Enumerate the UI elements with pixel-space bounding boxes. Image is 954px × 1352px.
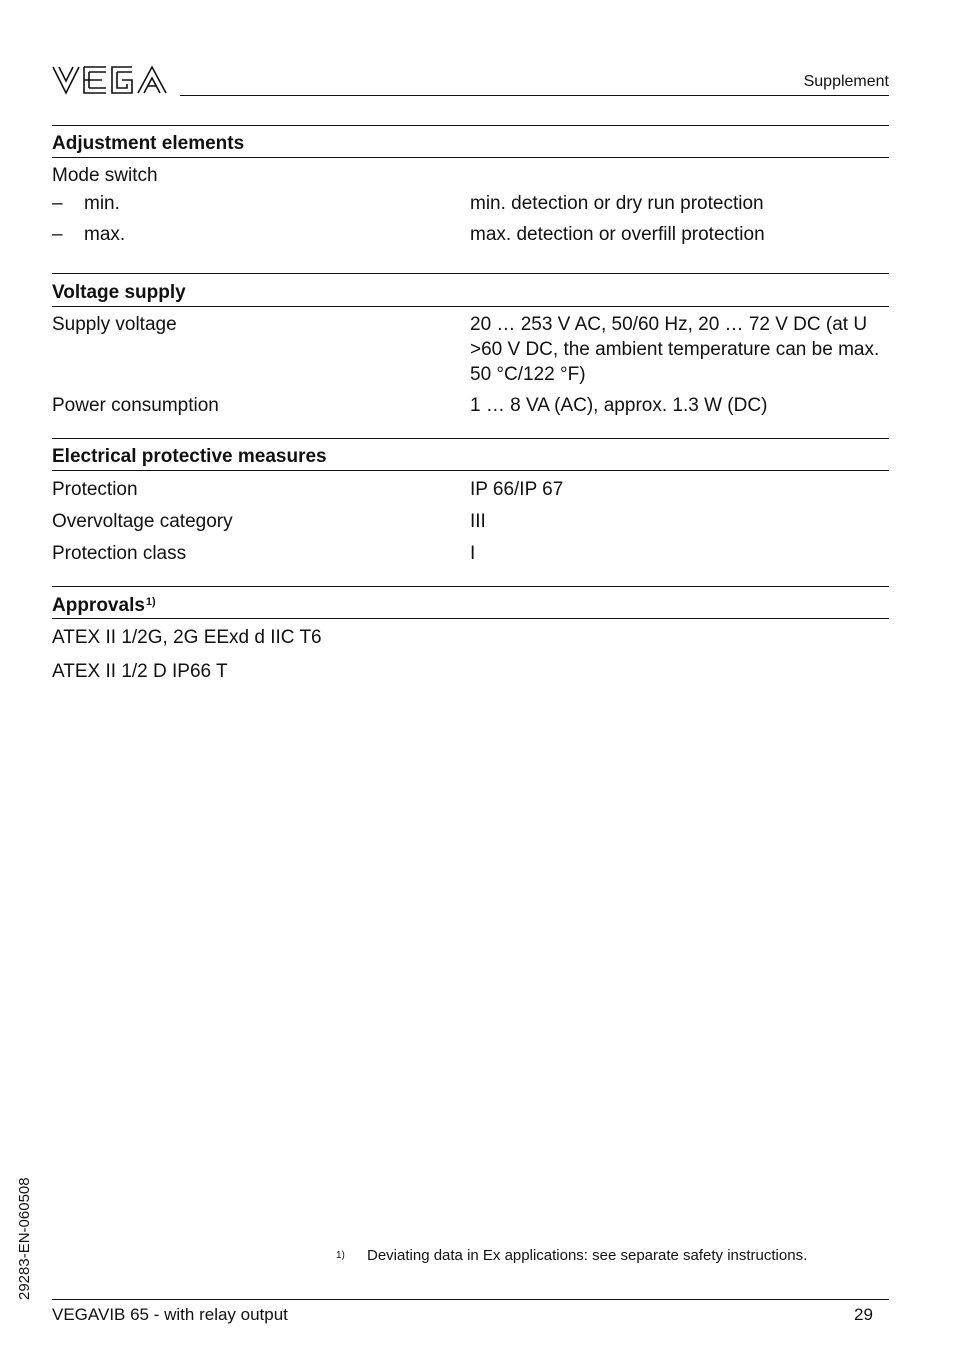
protection-class-value: I bbox=[470, 543, 476, 564]
section-title-voltage: Voltage supply bbox=[52, 282, 186, 303]
document-code: 29283-EN-060508 bbox=[16, 1177, 33, 1300]
vega-logo-graphic bbox=[52, 64, 168, 96]
power-consumption-value: 1 … 8 VA (AC), approx. 1.3 W (DC) bbox=[470, 395, 768, 416]
section-top-rule bbox=[52, 586, 889, 587]
list-dash: – bbox=[52, 193, 63, 214]
footnote-mark: 1) bbox=[336, 1250, 345, 1261]
protection-value: IP 66/IP 67 bbox=[470, 479, 564, 500]
vega-logo bbox=[52, 64, 168, 96]
section-bottom-rule bbox=[52, 306, 889, 307]
section-title-protective: Electrical protective measures bbox=[52, 446, 327, 467]
section-bottom-rule bbox=[52, 470, 889, 471]
footnote-text: Deviating data in Ex applications: see separate safety instructions. bbox=[367, 1247, 808, 1264]
approval-item: ATEX II 1/2 D IP66 T bbox=[52, 661, 228, 682]
section-top-rule bbox=[52, 125, 889, 126]
section-bottom-rule bbox=[52, 157, 889, 158]
mode-switch-label: Mode switch bbox=[52, 165, 158, 186]
section-top-rule bbox=[52, 438, 889, 439]
footer-rule bbox=[52, 1299, 889, 1300]
protection-class-label: Protection class bbox=[52, 543, 187, 564]
section-title-adjustment: Adjustment elements bbox=[52, 133, 245, 154]
header-rule bbox=[180, 95, 889, 96]
min-label: min. bbox=[84, 193, 120, 214]
section-title-approvals bbox=[52, 595, 156, 617]
overvoltage-category-value: III bbox=[470, 511, 486, 532]
approval-item: ATEX II 1/2G, 2G EExd d IIC T6 bbox=[52, 627, 322, 648]
min-value: min. detection or dry run protection bbox=[470, 193, 764, 214]
max-label: max. bbox=[84, 224, 126, 245]
supply-voltage-label: Supply voltage bbox=[52, 314, 177, 335]
section-label: Supplement bbox=[803, 73, 889, 90]
section-top-rule bbox=[52, 273, 889, 274]
power-consumption-label: Power consumption bbox=[52, 395, 219, 416]
max-value: max. detection or overfill protection bbox=[470, 224, 765, 245]
protection-label: Protection bbox=[52, 479, 138, 500]
supply-voltage-value: 20 … 253 V AC, 50/60 Hz, 20 … 72 V DC (at U >60 V DC, the ambient temperature can be max. 50 °C/122 °F) bbox=[470, 314, 880, 385]
approvals-title-text: Approvals bbox=[52, 595, 145, 616]
section-bottom-rule bbox=[52, 618, 889, 619]
list-dash: – bbox=[52, 224, 63, 245]
overvoltage-category-label: Overvoltage category bbox=[52, 511, 233, 532]
footnote-reference: 1) bbox=[145, 596, 156, 608]
footer-title: VEGAVIB 65 - with relay output bbox=[52, 1305, 288, 1324]
page-number: 29 bbox=[854, 1305, 873, 1324]
